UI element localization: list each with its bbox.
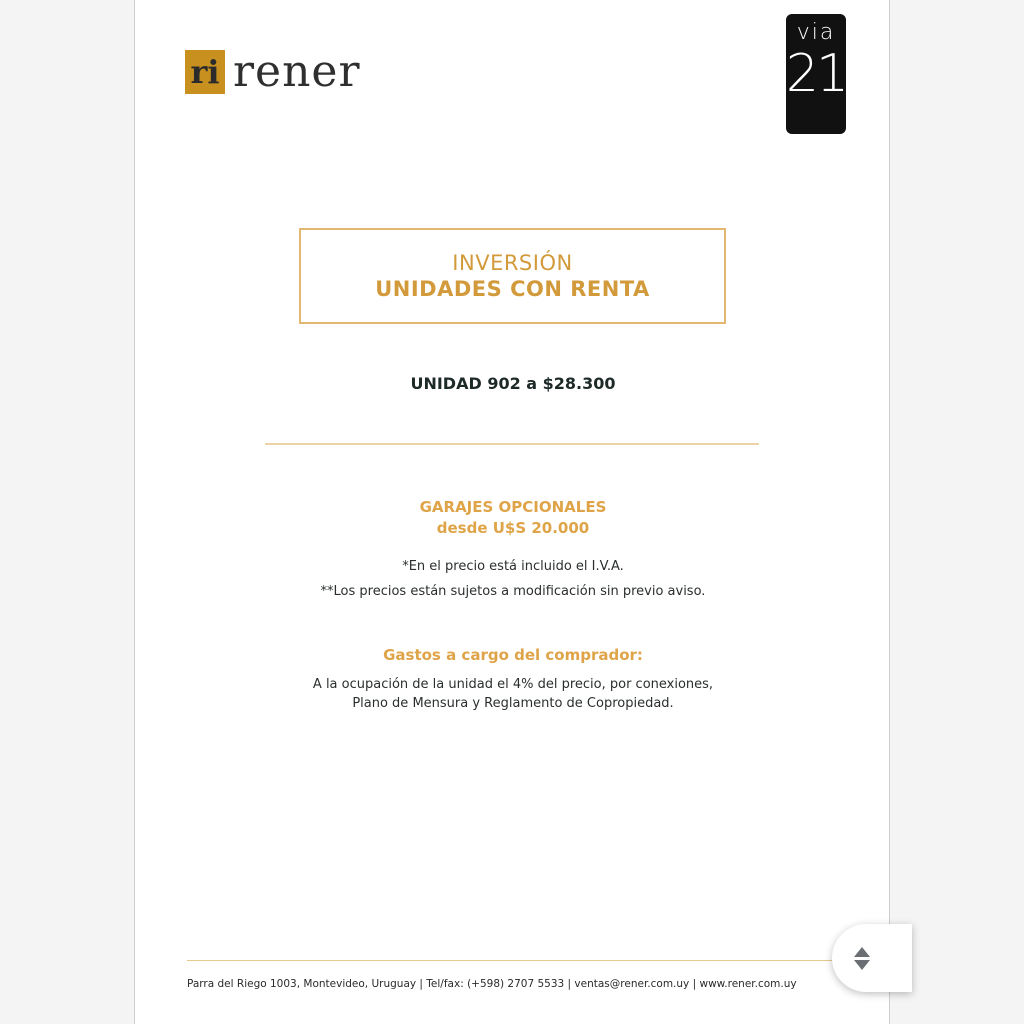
unit-price: UNIDAD 902 a $28.300 [410, 374, 616, 393]
buyer-costs-title: Gastos a cargo del comprador: [383, 646, 643, 664]
price-notes [135, 554, 891, 604]
price-change-note: **Los precios están sujetos a modificación sin previo aviso. [320, 584, 706, 599]
footer-contact: Parra del Riego 1003, Montevideo, Uruguay | Tel/fax: (+598) 2707 5533 | ventas@rener.com.uy | www.rener.com.uy [187, 978, 797, 990]
document-page [134, 0, 890, 1024]
garages-title: GARAJES OPCIONALES [419, 498, 607, 516]
section-divider [265, 443, 759, 445]
title-line-1: INVERSIÓN [452, 250, 573, 275]
scroll-toggle-button[interactable] [832, 924, 912, 992]
via21-logo-word: via [796, 20, 836, 45]
up-down-arrows-icon [854, 947, 870, 970]
title-line-2: UNIDADES CON RENTA [375, 277, 650, 301]
iva-note: *En el precio está incluido el I.V.A. [402, 559, 624, 574]
garages-offer [135, 497, 891, 539]
rener-logo [185, 46, 361, 97]
title-box [299, 228, 726, 324]
garages-price: desde U$S 20.000 [436, 519, 590, 537]
rener-logo-wordmark: rener [233, 46, 361, 97]
buyer-costs-text [135, 675, 891, 713]
buyer-costs-line-2: Plano de Mensura y Reglamento de Copropiedad. [352, 696, 674, 711]
via21-logo [786, 14, 846, 134]
footer-divider [187, 960, 837, 961]
rener-logo-mark: ri [185, 50, 225, 94]
buyer-costs-line-1: A la ocupación de la unidad el 4% del precio, por conexiones, [312, 677, 714, 692]
via21-logo-number: 21 [786, 44, 846, 104]
